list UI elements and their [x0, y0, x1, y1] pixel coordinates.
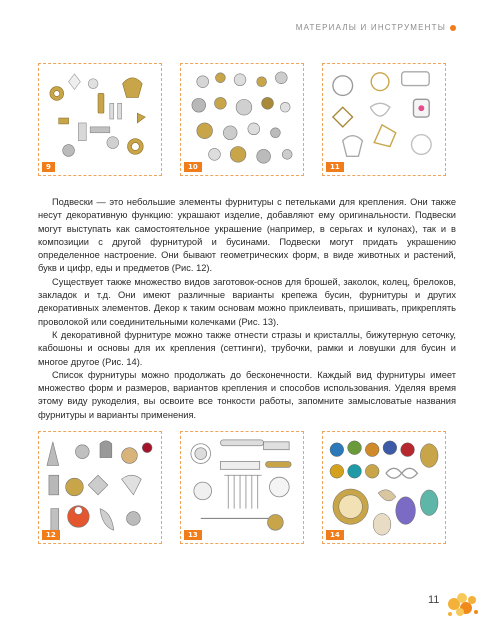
figure-10-bead-caps-photo [180, 63, 304, 176]
page-number: 11 [428, 594, 440, 606]
section-header [296, 23, 456, 32]
paragraph: Список фурнитуры можно продолжать до бесконечности. Каждый вид фурнитуры имеет множество форм и размеров, вариантов крепления и способов использования. Уделяя время этому виду рукоделия, вы освоите все тонкости работы, запомните замысловатые названия фурнитуры и варианты применения. [38, 369, 456, 420]
figure-number-badge: 13 [184, 530, 202, 540]
figure-9-findings-photo [38, 63, 162, 176]
paragraph: Подвески — это небольшие элементы фурнитуры с петельками для крепления. Они также несут декоративную функцию: украшают изделие, добавляют ему оригинальности. Подвески могут выступать как самостоятельное украшение (например, в серьгах и кулонах), так и в композиции с другой фурнитурой и бусинами. Подвески могут придать украшению определенное настроение. Они бывают геометрических форм, в виде животных и растений, букв и цифр, еды и предметов (Рис. 12). [38, 197, 456, 274]
figure-14-rhinestones-photo [322, 431, 446, 544]
flower-decoration-icon [440, 586, 480, 620]
figure-13-blanks-photo [180, 431, 304, 544]
header-dot-icon [450, 25, 456, 31]
figure-number-badge: 9 [42, 162, 55, 172]
figure-number-badge: 11 [326, 162, 344, 172]
figure-number-badge: 14 [326, 530, 344, 540]
article-body [38, 196, 456, 422]
figure-number-badge: 12 [42, 530, 60, 540]
figure-number-badge: 10 [184, 162, 202, 172]
paragraph: Существует также множество видов заготовок-основ для брошей, заколок, колец, брелоков, закладок и т.д. Они имеют различные варианты крепежа бусин, фурнитуры и других декоративных элементов. Декор к таким основам можно приклеивать, пришивать, прикреплять проволокой или соединительными колечками (Рис. 13). [38, 276, 456, 327]
paragraph: К декоративной фурнитуре можно также отнести стразы и кристаллы, бижутерную сеточку, кабошоны и основы для их крепления (сеттинги), трубочки, рамки и ловушки для бусин и многое другое (Рис. 14). [38, 329, 456, 367]
figure-12-charms-photo [38, 431, 162, 544]
section-title: МАТЕРИАЛЫ И ИНСТРУМЕНТЫ [295, 23, 446, 32]
figure-11-connectors-photo [322, 63, 446, 176]
